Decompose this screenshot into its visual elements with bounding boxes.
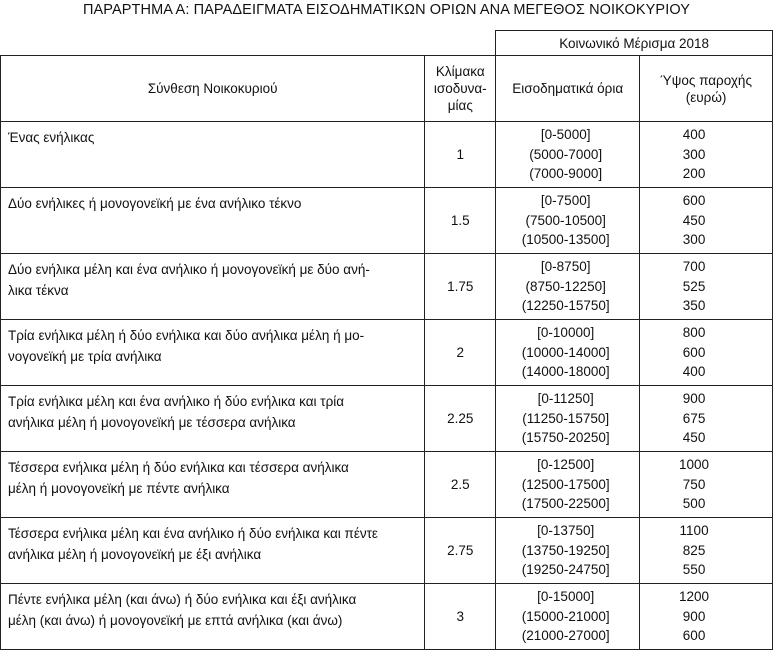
equivalence-scale-cell: 1.5 <box>425 188 496 254</box>
table-row <box>1 188 773 254</box>
income-limit-range: [0-13750] <box>537 523 595 539</box>
household-composition-cell <box>1 320 425 386</box>
benefit-amount-cell <box>640 584 773 650</box>
benefit-amount: 1100 <box>679 523 709 539</box>
benefit-amount: 825 <box>682 542 706 558</box>
income-limit-range: (15750-20250] <box>521 430 610 446</box>
benefit-amount-cell <box>640 452 773 518</box>
benefit-amount: 1200 <box>679 589 710 605</box>
income-limit-range: (8750-12250] <box>525 278 606 294</box>
income-limit-range: [0-11250] <box>537 391 594 407</box>
benefit-amount-cell <box>640 188 773 254</box>
equivalence-scale-cell: 1.75 <box>425 254 496 320</box>
income-limits-header: Εισοδηματικά όρια <box>496 56 640 122</box>
income-limit-range: [0-10000] <box>537 325 595 341</box>
benefit-amount: 675 <box>682 410 706 426</box>
income-limit-range: (15000-21000] <box>521 608 610 624</box>
income-limit-range: (13750-19250] <box>521 542 610 558</box>
appendix-title: ΠΑΡΑΡΤΗΜΑ Α: ΠΑΡΑΔΕΙΓΜΑΤΑ ΕΙΣΟΔΗΜΑΤΙΚΩΝ ΟΡΙΩΝ ΑΝΑ ΜΕΓΕΘΟΣ ΝΟΙΚΟΚΥΡΙΟΥ <box>82 2 691 18</box>
composition-text: νογονεϊκή με τρία ανήλικα <box>8 349 162 364</box>
benefit-amount: 200 <box>682 166 706 182</box>
benefit-amount: 700 <box>682 259 706 275</box>
benefit-amount: 600 <box>682 344 706 360</box>
group-header-row <box>1 31 773 56</box>
table-row <box>1 518 773 584</box>
composition-text: Δύο ενήλικες ή μονογονεϊκή με ένα ανήλικο τέκνο <box>8 196 302 211</box>
composition-header: Σύνθεση Νοικοκυριού <box>1 56 425 122</box>
income-limits-cell <box>496 386 640 452</box>
equivalence-scale-cell: 2.75 <box>425 518 496 584</box>
household-composition-cell <box>1 452 425 518</box>
social-dividend-group-header: Κοινωνικό Μέρισμα 2018 <box>496 31 773 56</box>
income-limits-cell <box>496 320 640 386</box>
benefit-amount: 550 <box>682 562 706 578</box>
benefit-amount: 350 <box>682 298 706 314</box>
income-limit-range: (12500-17500] <box>521 476 610 492</box>
table-row <box>1 320 773 386</box>
table-row <box>1 452 773 518</box>
equivalence-scale-cell: 1 <box>425 122 496 188</box>
income-limit-range: (11250-15750] <box>522 410 610 426</box>
income-limits-table <box>0 30 773 650</box>
benefit-amount: 800 <box>682 325 706 341</box>
benefit-amount: 300 <box>682 146 706 162</box>
household-composition-cell <box>1 122 425 188</box>
benefit-amount: 525 <box>682 278 706 294</box>
benefit-amount: 1000 <box>679 457 710 473</box>
income-limits-cell <box>496 188 640 254</box>
benefit-amount-cell <box>640 518 773 584</box>
income-limit-range: (17500-22500] <box>521 496 610 512</box>
income-limit-range: [0-7500] <box>540 193 591 209</box>
income-limit-range: [0-5000] <box>540 127 591 143</box>
benefit-amount-cell <box>640 122 773 188</box>
benefit-amount-header: Ύψος παροχής (ευρώ) <box>640 56 773 122</box>
equivalence-scale-header: Κλίμακα ισοδυνα- μίας <box>425 56 496 122</box>
benefit-amount: 400 <box>682 127 706 143</box>
column-header-row <box>1 56 773 122</box>
composition-text: Τέσσερα ενήλικα μέλη ή δύο ενήλικα και τέσσερα ανήλικα <box>8 460 349 475</box>
income-limit-range: (12250-15750] <box>521 298 610 314</box>
income-limit-range: (10000-14000] <box>521 344 610 360</box>
table-row <box>1 122 773 188</box>
income-limit-range: (7000-9000] <box>529 166 603 182</box>
benefit-amount-cell <box>640 320 773 386</box>
benefit-amount: 600 <box>682 193 706 209</box>
composition-text: λικα τέκνα <box>8 283 69 298</box>
household-composition-cell <box>1 254 425 320</box>
benefit-amount: 750 <box>682 476 706 492</box>
composition-text: ανήλικα μέλη ή μονογονεϊκή με τέσσερα ανήλικα <box>8 415 296 430</box>
benefit-amount-cell <box>640 386 773 452</box>
income-limit-range: (14000-18000] <box>521 364 610 380</box>
table-body <box>1 122 773 650</box>
composition-text: Τρία ενήλικα μέλη ή δύο ενήλικα και δύο ανήλικα μέλη ή μο- <box>8 328 365 343</box>
equivalence-scale-cell: 3 <box>425 584 496 650</box>
benefit-amount: 900 <box>682 608 706 624</box>
composition-text: μέλη (και άνω) ή μονογονεϊκή με επτά ανήλικα (και άνω) <box>8 613 343 628</box>
benefit-amount: 600 <box>682 628 706 644</box>
composition-text: Τέσσερα ενήλικα μέλη και ένα ανήλικο ή δύο ενήλικα και πέντε <box>8 526 378 541</box>
income-limit-range: (19250-24750] <box>521 562 610 578</box>
benefit-amount: 500 <box>682 496 706 512</box>
income-limit-range: [0-12500] <box>537 457 595 473</box>
income-limits-cell <box>496 518 640 584</box>
income-limit-range: [0-8750] <box>540 259 591 275</box>
composition-text: Δύο ενήλικα μέλη και ένα ανήλικο ή μονογονεϊκή με δύο ανή- <box>8 262 370 277</box>
household-composition-cell <box>1 386 425 452</box>
equivalence-scale-cell: 2.25 <box>425 386 496 452</box>
income-limit-range: (7500-10500] <box>525 212 606 228</box>
income-limits-cell <box>496 122 640 188</box>
composition-text: μέλη ή μονογονεϊκή με πέντε ανήλικα <box>8 481 230 496</box>
income-limits-cell <box>496 452 640 518</box>
income-limit-range: (5000-7000] <box>529 146 603 162</box>
table-row <box>1 584 773 650</box>
household-composition-cell <box>1 188 425 254</box>
household-composition-cell <box>1 518 425 584</box>
income-limit-range: (10500-13500] <box>521 232 610 248</box>
income-limits-cell <box>496 584 640 650</box>
composition-text: Τρία ενήλικα μέλη και ένα ανήλικο ή δύο ενήλικα και τρία <box>8 394 345 409</box>
income-limits-cell <box>496 254 640 320</box>
composition-text: Ένας ενήλικας <box>8 130 95 145</box>
benefit-amount: 450 <box>682 430 706 446</box>
household-composition-cell <box>1 584 425 650</box>
equivalence-scale-cell: 2.5 <box>425 452 496 518</box>
benefit-amount: 300 <box>682 232 706 248</box>
benefit-amount: 450 <box>682 212 706 228</box>
composition-text: Πέντε ενήλικα μέλη (και άνω) ή δύο ενήλικα και έξι ανήλικα <box>8 592 357 607</box>
table-row <box>1 254 773 320</box>
income-limit-range: (21000-27000] <box>521 628 610 644</box>
equivalence-scale-cell: 2 <box>425 320 496 386</box>
composition-text: ανήλικα μέλη ή μονογονεϊκή με έξι ανήλικα <box>8 547 262 562</box>
benefit-amount-cell <box>640 254 773 320</box>
income-limit-range: [0-15000] <box>537 589 595 605</box>
benefit-amount: 400 <box>682 364 706 380</box>
table-row <box>1 386 773 452</box>
benefit-amount: 900 <box>682 391 706 407</box>
